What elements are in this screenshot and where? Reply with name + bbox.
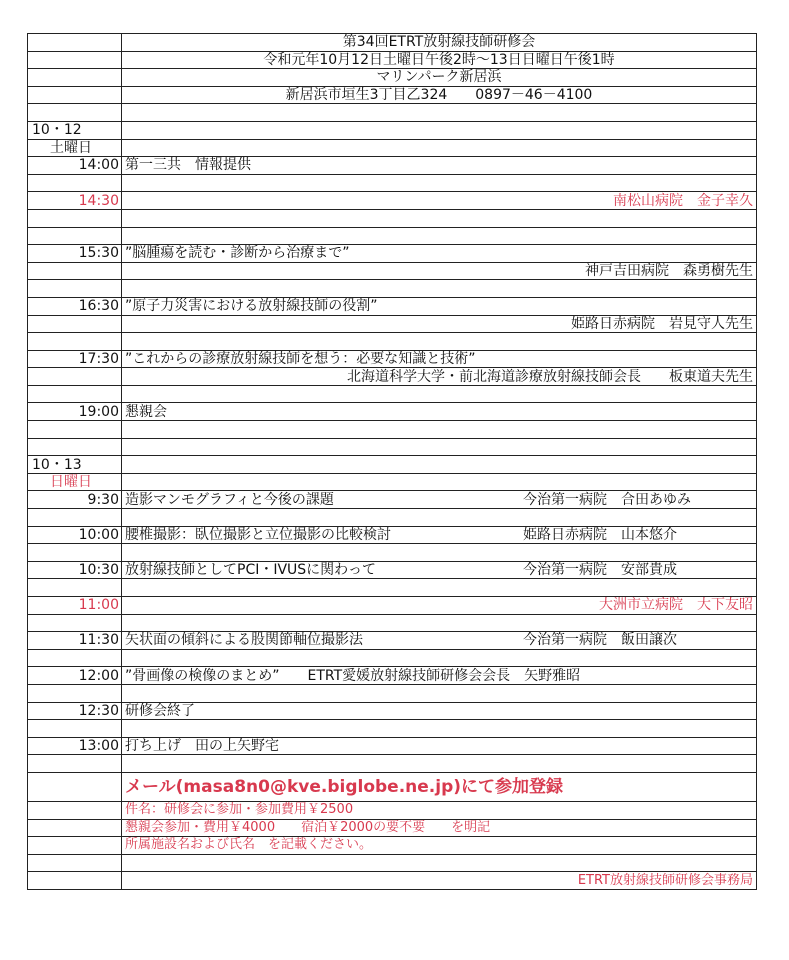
schedule-row <box>28 737 757 755</box>
registration-line-2: 懇親会参加・費用￥4000 宿泊￥2000の要不要 を明記 <box>122 819 757 837</box>
session-title: ”骨画像の検像のまとめ” ETRT愛媛放射線技師研修会会長 矢野雅昭 <box>122 667 757 685</box>
session-time: 16:30 <box>28 297 122 315</box>
session-title: 造影マンモグラフィと今後の課題 <box>125 491 334 508</box>
session-speaker: 姫路日赤病院 岩見守人先生 <box>122 315 757 333</box>
session-title: 懇親会 <box>122 403 757 421</box>
event-title: 第34回ETRT放射線技師研修会 <box>122 34 757 52</box>
schedule-row <box>28 245 757 263</box>
event-address: 新居浜市垣生3丁目乙324 0897－46－4100 <box>122 86 757 104</box>
session-title: 打ち上げ 田の上矢野宅 <box>122 737 757 755</box>
session-title: 研修会終了 <box>122 702 757 720</box>
day2-date: 10・13 <box>28 456 122 474</box>
session-time: 14:00 <box>28 157 122 175</box>
schedule-row <box>28 297 757 315</box>
schedule-row <box>28 597 757 615</box>
day1-date: 10・12 <box>28 121 122 139</box>
schedule-row <box>28 157 757 175</box>
session-title: 放射線技師としてPCI・IVUSに関わって <box>125 562 377 579</box>
event-venue: マリンパーク新居浜 <box>122 69 757 87</box>
schedule-sheet <box>27 33 757 890</box>
session-time: 11:30 <box>28 632 122 650</box>
schedule-row <box>28 702 757 720</box>
schedule-table <box>27 33 757 890</box>
session-speaker: 北海道科学大学・前北海道診療放射線技師会長 板東道夫先生 <box>122 368 757 386</box>
registration-line-1: 件名：研修会に参加・参加費用￥2500 <box>122 801 757 819</box>
session-title: ”脳腫瘍を読む・診断から治療まで” <box>122 245 757 263</box>
session-time: 10:30 <box>28 561 122 579</box>
session-time: 19:00 <box>28 403 122 421</box>
day2-weekday: 日曜日 <box>28 473 122 491</box>
session-speaker: 南松山病院 金子幸久 <box>122 192 757 210</box>
schedule-row <box>28 491 757 509</box>
session-time: 12:00 <box>28 667 122 685</box>
session-time: 13:00 <box>28 737 122 755</box>
session-time: 11:00 <box>28 597 122 615</box>
session-title: 矢状面の傾斜による股関節軸位撮影法 <box>125 632 363 649</box>
schedule-row <box>28 632 757 650</box>
registration-office: ETRT放射線技師研修会事務局 <box>122 872 757 890</box>
schedule-row <box>28 561 757 579</box>
schedule-row <box>28 192 757 210</box>
event-dates: 令和元年10月12日土曜日午後2時～13日日曜日午後1時 <box>122 51 757 69</box>
session-speaker: 今治第一病院 飯田譲次 <box>523 632 677 649</box>
session-time: 9:30 <box>28 491 122 509</box>
schedule-row <box>28 667 757 685</box>
session-time: 17:30 <box>28 350 122 368</box>
schedule-row <box>28 350 757 368</box>
session-speaker: 神戸吉田病院 森勇樹先生 <box>122 262 757 280</box>
session-speaker: 姫路日赤病院 山本悠介 <box>523 526 677 543</box>
session-time: 14:30 <box>28 192 122 210</box>
registration-line-3: 所属施設名および氏名 を記載ください。 <box>122 837 757 855</box>
session-speaker: 今治第一病院 合田あゆみ <box>523 491 691 508</box>
session-title: ”これからの診療放射線技師を想う：必要な知識と技術” <box>122 350 757 368</box>
schedule-row <box>28 403 757 421</box>
schedule-row <box>28 526 757 544</box>
registration-email: メール(masa8n0@kve.biglobe.ne.jp)にて参加登録 <box>122 772 757 801</box>
session-time: 10:00 <box>28 526 122 544</box>
day1-weekday: 土曜日 <box>28 139 122 157</box>
session-time: 15:30 <box>28 245 122 263</box>
session-time: 12:30 <box>28 702 122 720</box>
session-speaker: 大洲市立病院 大下友昭 <box>122 597 757 615</box>
session-title: ”原子力災害における放射線技師の役割” <box>122 297 757 315</box>
session-title: 腰椎撮影：臥位撮影と立位撮影の比較検討 <box>125 526 391 543</box>
session-title: 第一三共 情報提供 <box>122 157 757 175</box>
session-speaker: 今治第一病院 安部貴成 <box>523 562 677 579</box>
